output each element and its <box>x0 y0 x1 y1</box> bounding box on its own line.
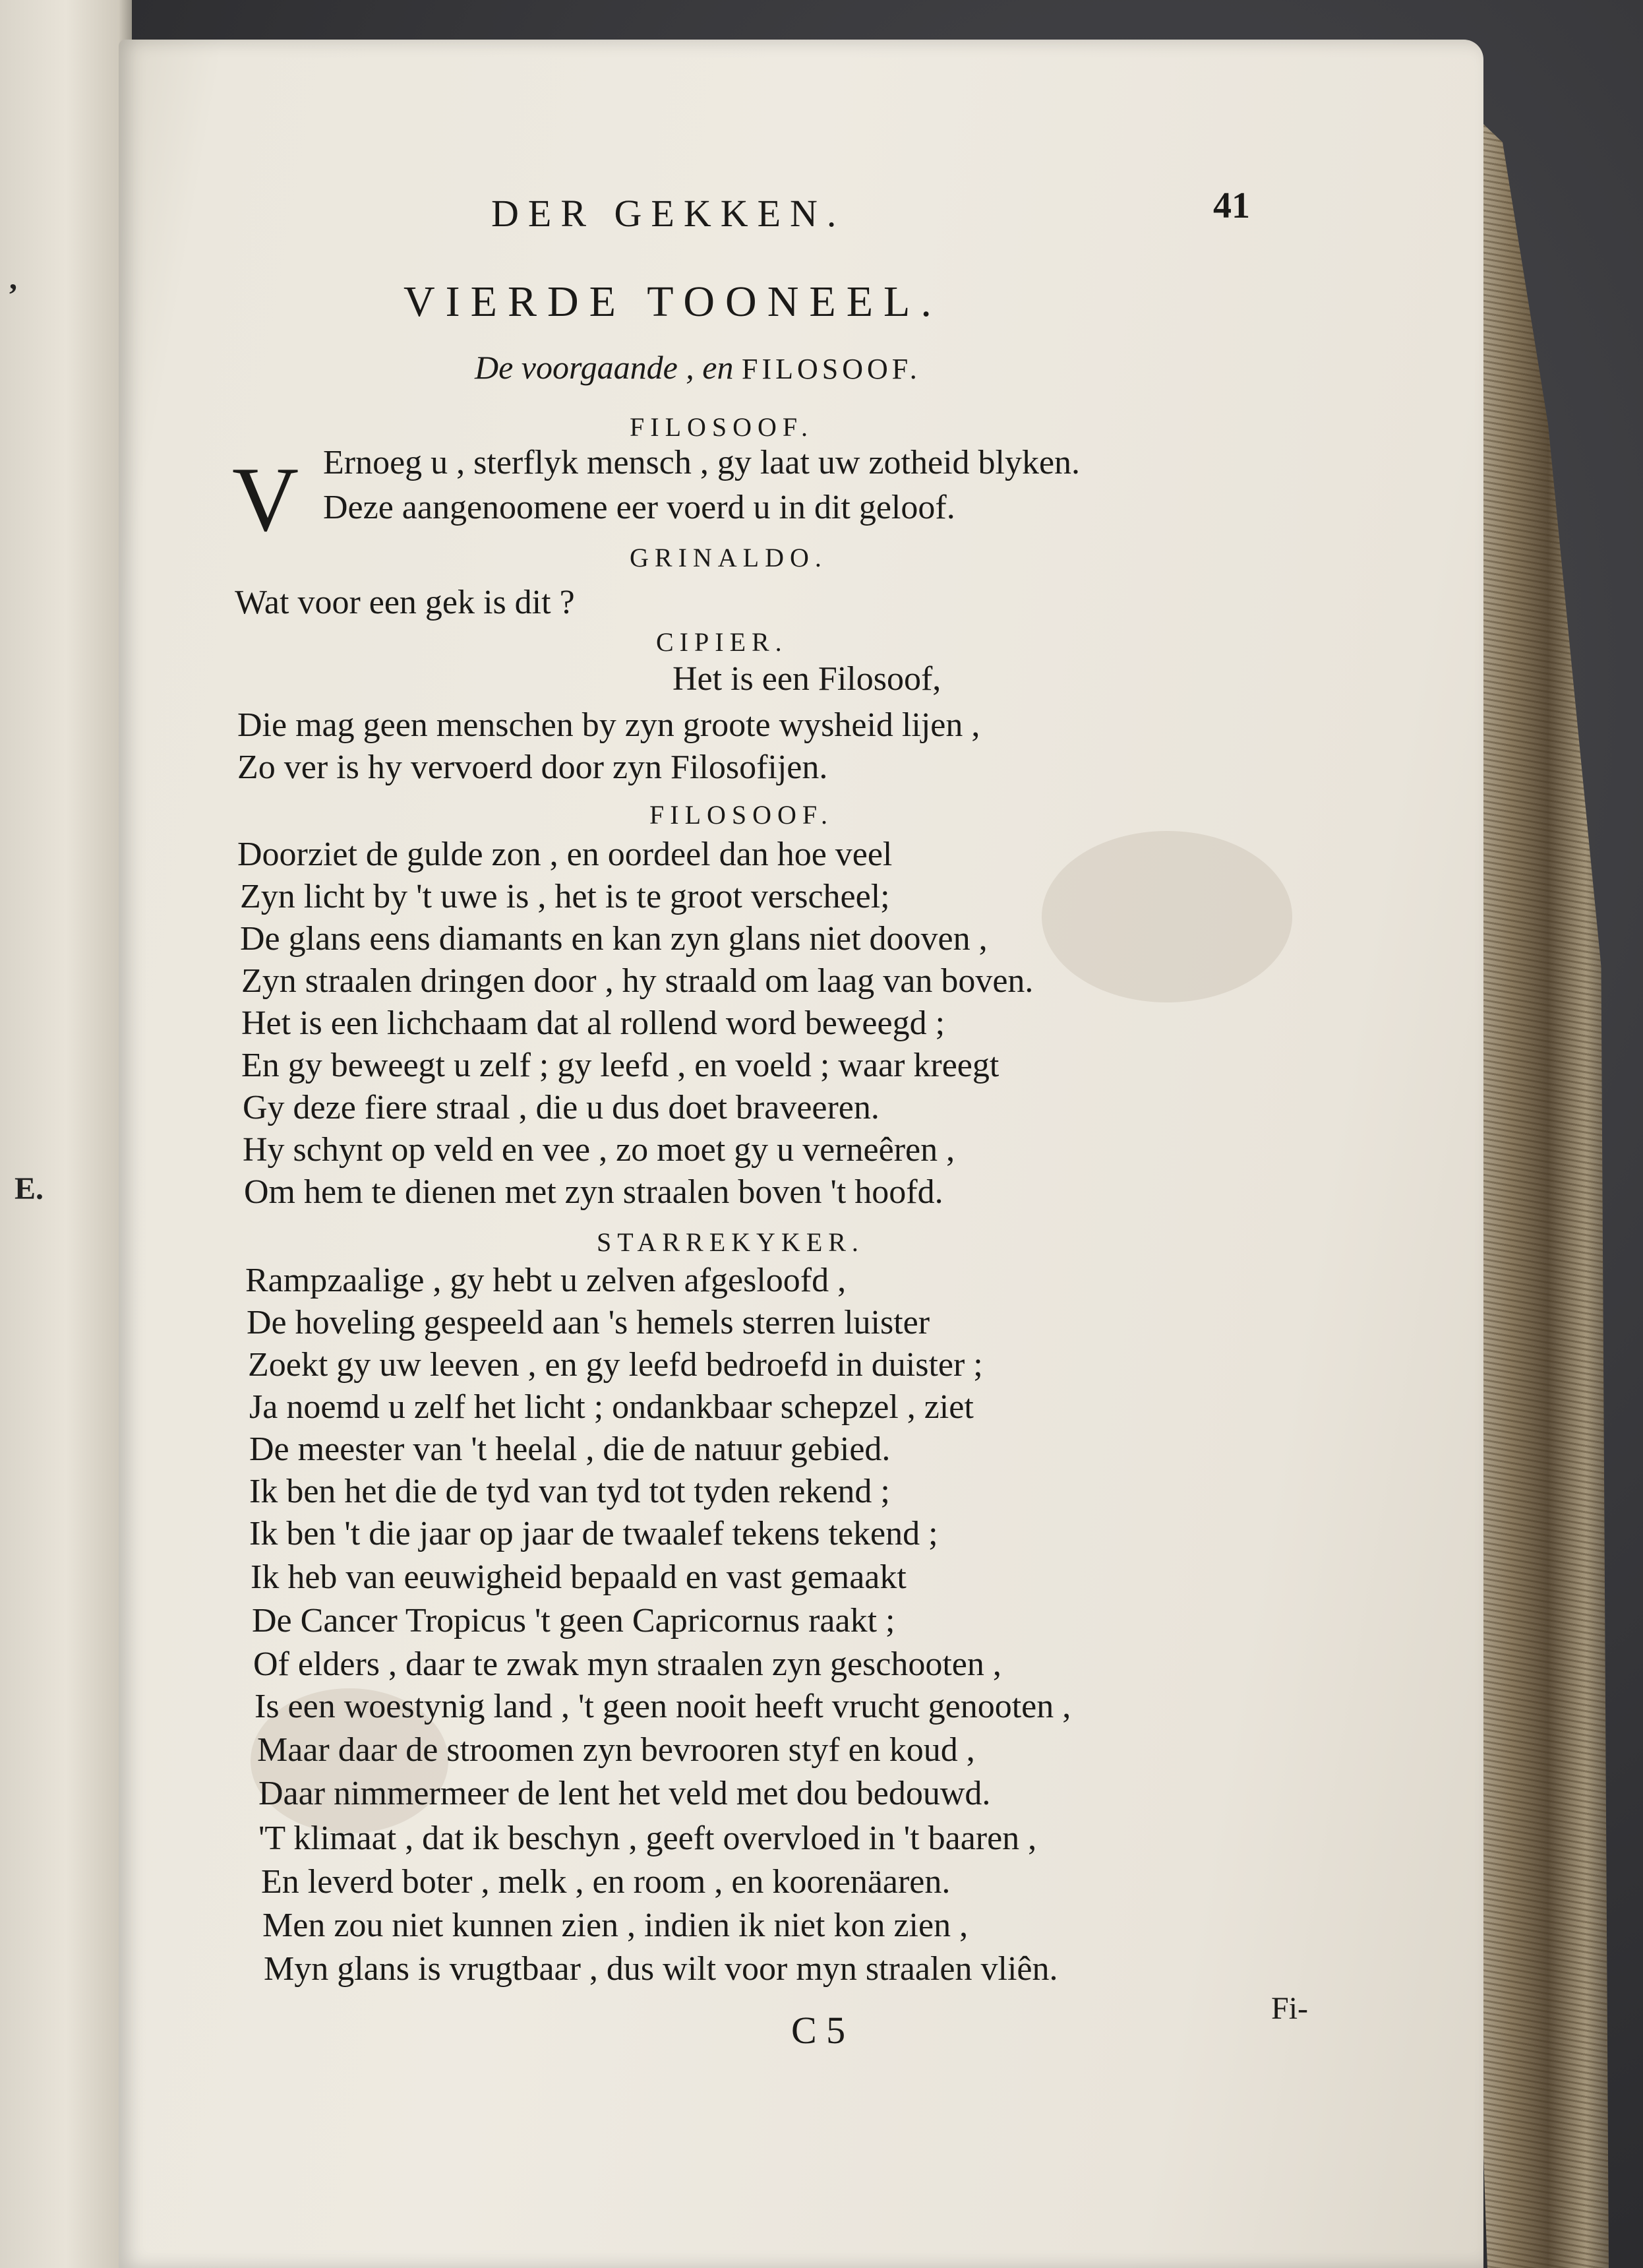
verse-line: De meester van 't heelal , die de natuur gebied. <box>249 1430 891 1468</box>
verse-line: Doorziet de gulde zon , en oordeel dan hoe veel <box>237 836 893 873</box>
previous-page-edge <box>0 0 132 2268</box>
left-page-mark: E. <box>15 1171 44 1206</box>
verse-line: Myn glans is vrugtbaar , dus wilt voor myn straalen vliên. <box>264 1950 1058 1988</box>
verse-line: Zoekt gy uw leeven , en gy leefd bedroefd in duister ; <box>248 1346 983 1384</box>
drop-cap: V <box>232 448 299 551</box>
verse-line: De Cancer Tropicus 't geen Capricornus raakt ; <box>252 1602 895 1640</box>
verse-line: Ik ben 't die jaar op jaar de twaalef tekens tekend ; <box>249 1515 938 1552</box>
speaker-name: GRINALDO. <box>630 543 827 572</box>
verse-line: Het is een lichchaam dat al rollend word beweegd ; <box>241 1004 945 1042</box>
speaker-name: FILOSOOF. <box>649 800 833 830</box>
verse-line: En gy beweegt u zelf ; gy leefd , en voeld ; waar kreegt <box>241 1047 1000 1084</box>
verse-line: Rampzaalige , gy hebt u zelven afgesloofd , <box>245 1262 847 1299</box>
verse-line: Het is een Filosoof, <box>672 660 941 698</box>
speaker-name: CIPIER. <box>656 627 788 657</box>
verse-line: Daar nimmermeer de lent het veld met dou bedouwd. <box>258 1775 991 1812</box>
verse-line: Ik heb van eeuwigheid bepaald en vast gemaakt <box>251 1558 907 1596</box>
verse-line: Hy schynt op veld en vee , zo moet gy u verneêren , <box>243 1131 955 1169</box>
verse-line: Wat voor een gek is dit ? <box>235 584 575 621</box>
verse-line: Ik ben het die de tyd van tyd tot tyden rekend ; <box>249 1473 890 1510</box>
scene-subtitle-name: FILOSOOF. <box>741 353 921 385</box>
verse-line: De glans eens diamants en kan zyn glans niet dooven , <box>240 920 988 958</box>
speaker-name: STARREKYKER. <box>597 1227 864 1257</box>
verse-line: En leverd boter , melk , en room , en koorenäaren. <box>261 1863 951 1901</box>
verse-line: Ja noemd u zelf het licht ; ondankbaar schepzel , ziet <box>249 1388 974 1426</box>
paper-stain <box>1042 831 1292 1002</box>
verse-line: Die mag geen menschen by zyn groote wysheid lijen , <box>237 706 980 744</box>
catchword: Fi- <box>1271 1991 1309 2026</box>
verse-line: Ernoeg u , sterflyk mensch , gy laat uw zotheid blyken. <box>323 444 1081 481</box>
verse-line: Of elders , daar te zwak myn straalen zyn geschooten , <box>253 1645 1001 1683</box>
verse-line: De hoveling gespeeld aan 's hemels sterren luister <box>247 1304 930 1341</box>
scene-subtitle-italic: De voorgaande , en <box>475 349 734 386</box>
verse-line: Zyn straalen dringen door , hy straald om laag van boven. <box>241 962 1034 1000</box>
verse-line: Zyn licht by 't uwe is , het is te groot verscheel; <box>240 878 890 915</box>
verse-line: Is een woestynig land , 't geen nooit heeft vrucht genooten , <box>254 1688 1071 1725</box>
verse-line: Maar daar de stroomen zyn bevrooren styf en koud , <box>257 1731 975 1769</box>
signature-mark: C 5 <box>791 2009 846 2052</box>
scene-subtitle <box>475 348 921 386</box>
page-number: 41 <box>1213 185 1250 226</box>
verse-line: 'T klimaat , dat ik beschyn , geeft overvloed in 't baaren , <box>258 1820 1037 1857</box>
running-head: DER GEKKEN. <box>491 192 846 235</box>
scene-title: VIERDE TOONEEL. <box>403 278 942 326</box>
verse-line: Men zou niet kunnen zien , indien ik niet kon zien , <box>262 1907 969 1944</box>
speaker-name: FILOSOOF. <box>630 412 814 442</box>
left-page-mark: , <box>9 261 17 296</box>
verse-line: Om hem te dienen met zyn straalen boven 't hoofd. <box>244 1173 943 1211</box>
verse-line: Zo ver is hy vervoerd door zyn Filosofijen. <box>237 749 828 786</box>
verse-line: Deze aangenoomene eer voerd u in dit geloof. <box>323 489 955 526</box>
verse-line: Gy deze fiere straal , die u dus doet braveeren. <box>243 1089 880 1126</box>
